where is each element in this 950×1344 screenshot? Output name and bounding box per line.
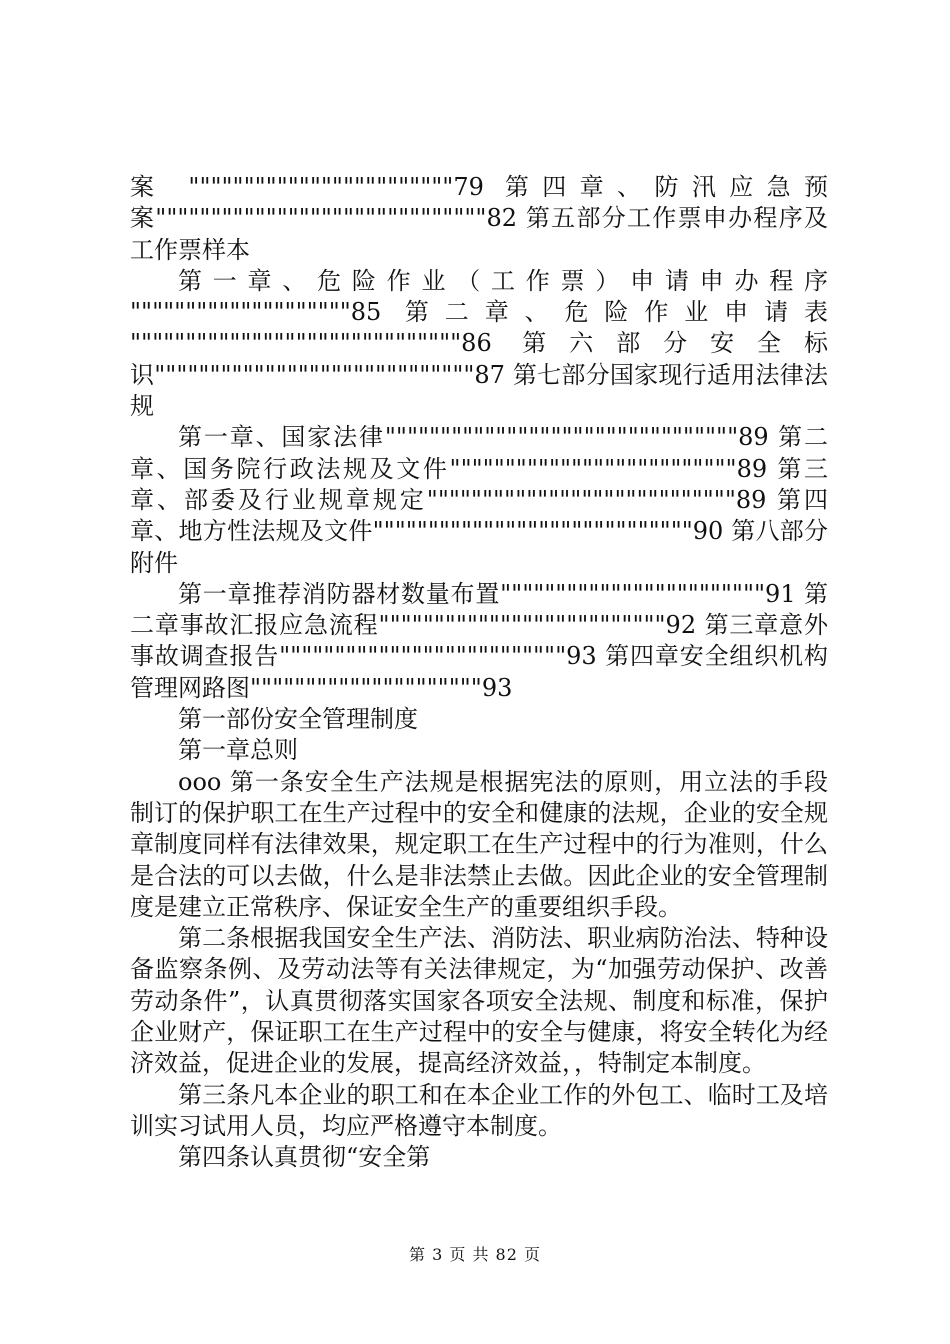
paragraph-3: 第一章、国家法律""""""""""""""""""""""""""""""""89 第二章、国务院行政法规及文件""""""""""""""""""""""""""89 第三章、部委及行业规章规定""""""""""""""""""""""""""""89 第四章、地方性法规及文件"""""""""""""""""""""""""""""90 第八部分附件: [130, 423, 828, 577]
paragraph-1: 案 """"""""""""""""""""""""79 第四章、防汛应急预案""""""""""""""""""""""""""""""82 第五部分工作票申办程序及工作票样本: [130, 173, 828, 264]
paragraph-2: 第一章、危险作业（工作票）申请申办程序 """"""""""""""""""""85 第二章、危险作业申请表 """"""""""""""""""""""""""""""86 第六部分安全标识"""""""""""""""""""""""""""""87 第七部分国家现行适用法律法规: [130, 266, 828, 421]
page-number-footer: 第 3 页 共 82 页: [409, 1245, 541, 1264]
article-4: 第四条认真贯彻“安全第: [178, 1143, 431, 1172]
chapter-heading: 第一章总则: [178, 736, 298, 765]
paragraph-4: 第一章推荐消防器材数量布置""""""""""""""""""""""""91 第二章事故汇报应急流程""""""""""""""""""""""""""92 第三章意外事故调查报告""""""""""""""""""""""""""93 第四章安全组织机构管理网路图"""""""""""""""""""""93: [130, 579, 828, 702]
section-heading: 第一部份安全管理制度: [178, 705, 418, 734]
article-3: 第三条凡本企业的职工和在本企业工作的外包工、临时工及培训实习试用人员，均应严格遵守本制度。: [130, 1080, 828, 1140]
document-body: [130, 172, 828, 1174]
article-2: 第二条根据我国安全生产法、消防法、职业病防治法、特种设备监察条例、及劳动法等有关法律规定，为“加强劳动保护、改善劳动条件”，认真贯彻落实国家各项安全法规、制度和标准，保护企业财产，保证职工在生产过程中的安全与健康，将安全转化为经济效益，促进企业的发展，提高经济效益，，特制定本制度。: [130, 924, 828, 1078]
article-1: ooo 第一条安全生产法规是根据宪法的原则，用立法的手段制订的保护职工在生产过程中的安全和健康的法规，企业的安全规章制度同样有法律效果，规定职工在生产过程中的行为准则，什么是合法的可以去做，什么是非法禁止去做。因此企业的安全管理制度是建立正常秩序、保证安全生产的重要组织手段。: [130, 767, 828, 921]
